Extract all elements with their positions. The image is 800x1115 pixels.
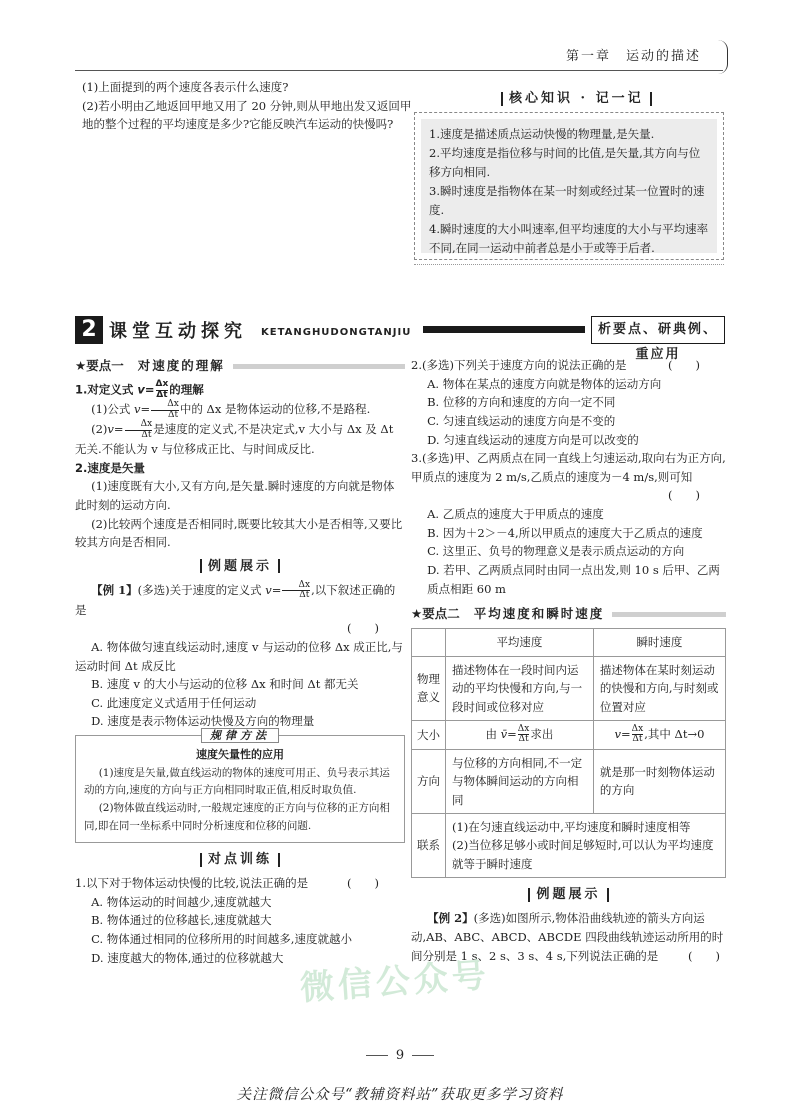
vector-point-2: (2)比较两个速度是否相同时,既要比较其大小是否相等,又要比较其方向是否相同. [75,516,403,550]
table-header: 瞬时速度 [593,629,725,656]
example-1-option: C. 此速度定义式适用于任何运动 [91,695,257,710]
row-header: 大小 [412,720,446,749]
example-1-stem: 【例 1】(多选)关于速度的定义式 v= $\frac{\Delta x}{\Delta t}$ ,以下叙述正确的是 [75,579,396,617]
knowledge-item: 4.瞬时速度的大小叫速率,但平均速度的大小与平均速率不同,在同一运动中前者总是小于或等于后者. [429,222,709,256]
table-row [412,749,726,813]
example-1-option: B. 速度 v 的大小与运动的位移 Δx 和时间 Δt 都无关 [91,677,359,692]
row-header: 方向 [412,749,446,813]
table-cell: 由 v̄= $\frac{\Delta x}{\Delta t}$ 求出 [446,720,594,749]
core-knowledge-title: 核心知识 · 记一记 [495,88,658,109]
definition-point-2: (2)v= $\frac{\Delta x}{\Delta t}$ 是速度的定义式,不是决定式,v 大小与 Δx 及 Δt 无关.不能认为 v 与位移成正比、与时间成反比. [75,419,394,456]
practice-q3-stem: 3.(多选)甲、乙两质点在同一直线上匀速运动,取向右为正方向,甲质点的速度为 2 m/s,乙质点的速度为－4 m/s,则可知 [411,451,726,484]
example-2-stem: 【例 2】(多选)如图所示,物体沿曲线轨迹的箭头方向运动,AB、ABC、ABCD、ABCDE 四段曲线轨迹运动所用的时间分别是 1 s、2 s、3 s、4 s,下列说法正确的是 ( ) [411,911,724,963]
practice-q3-paren: ( ) [668,488,700,503]
knowledge-item: 2.平均速度是指位移与时间的比值,是矢量,其方向与位移方向相同. [429,146,701,180]
table-row [412,629,726,656]
page-number: 9 [0,1045,800,1066]
row-header: 联系 [412,814,446,878]
practice-q3-option: D. 若甲、乙两质点同时由同一点出发,则 10 s 后甲、乙两质点相距 60 m [427,562,720,596]
example-display-heading: 例题展示 [75,556,405,577]
section-tagline: 析要点、研典例、重应用 [591,316,725,344]
table-cell: 与位移的方向相同,不一定与物体瞬间运动的方向相同 [446,749,594,813]
key-point-tag: ★要点二 [411,606,460,622]
practice-q1-option: B. 物体通过的位移越长,速度就越大 [91,913,272,928]
dotted-divider [414,264,724,265]
core-knowledge-box [414,112,724,260]
key-point-tag: ★要点一 [75,358,124,373]
key-point-1-heading [75,356,405,376]
question-1: (1)上面提到的两个速度各表示什么速度? [82,80,289,94]
table-row [412,720,726,749]
practice-q1-option: A. 物体运动的时间越少,速度就越大 [91,894,272,909]
table-cell: 描述物体在某时刻运动的快慢和方向,与时刻或位置对应 [593,656,725,720]
example-1-option: D. 速度是表示物体运动快慢及方向的物理量 [91,714,315,729]
table-corner [412,629,446,656]
practice-q1-option: D. 速度越大的物体,通过的位移就越大 [91,950,284,965]
header-rule [75,70,723,71]
practice-heading: 对点训练 [75,849,405,870]
practice-q2-option: D. 匀速直线运动的速度方向是可以改变的 [427,432,639,447]
knowledge-item: 1.速度是描述质点运动快慢的物理量,是矢量. [429,127,655,141]
subheading-definition: 1.对定义式 v= $\frac{\Delta x}{\Delta t}$ 的理解 [75,379,204,400]
relation-line: (2)当位移足够小或时间足够短时,可以认为平均速度就等于瞬时速度 [452,838,714,871]
practice-q2-option: C. 匀速直线运动的速度方向是不变的 [427,413,616,428]
definition-point-1: (1)公式 v= $\frac{\Delta x}{\Delta t}$ 中的 Δx 是物体运动的位移,不是路程. [91,399,371,420]
heading-rule [233,364,405,369]
relation-line: (1)在匀速直线运动中,平均速度和瞬时速度相等 [452,820,691,835]
table-row [412,656,726,720]
table-cell [446,814,726,878]
table-cell: 描述物体在一段时间内运动的平均快慢和方向,与一段时间或位移对应 [446,656,594,720]
table-row [412,814,726,878]
heading-rule [612,612,726,617]
left-column [75,356,405,967]
key-point-title: 平均速度和瞬时速度 [473,606,605,622]
method-point: (2)物体做直线运动时,一般规定速度的正方向与位移的正方向相同,即在同一坐标系中同时分析速度和位移的问题. [84,802,390,833]
practice-q3-option: C. 这里正、负号的物理意义是表示质点运动的方向 [427,544,685,559]
section-number: 2 [75,316,103,344]
banner-bar [423,326,585,333]
example-1-option: A. 物体做匀速直线运动时,速度 v 与运动的位移 Δx 成正比,与运动时间 Δt 成反比 [75,639,403,673]
practice-q2-stem: 2.(多选)下列关于速度方向的说法正确的是 ( ) [411,358,700,372]
practice-q3-option: A. 乙质点的速度大于甲质点的速度 [427,507,604,521]
practice-q2-option: A. 物体在某点的速度方向就是物体的运动方向 [427,376,662,391]
watermark: 微信公众号 [298,955,492,1009]
key-point-2-heading [411,604,726,624]
question-2: (2)若小明由乙地返回甲地又用了 20 分钟,则从甲地出发又返回甲地的整个过程的平均速度是多少?它能反映汽车运动的快慢吗? [82,98,412,132]
right-column [411,356,726,965]
practice-q1-option: C. 物体通过相同的位移所用的时间越多,速度就越小 [91,931,352,946]
method-title: 速度矢量性的应用 [196,747,284,761]
vector-point-1: (1)速度既有大小,又有方向,是矢量.瞬时速度的方向就是物体此时刻的运动方向. [75,479,395,512]
method-box [75,729,405,843]
method-point: (1)速度是矢量,做直线运动的物体的速度可用正、负号表示其运动的方向,速度的方向与正方向相同时取正值,相反时取负值. [84,766,390,797]
practice-q2-option: B. 位移的方向和速度的方向一定不同 [427,395,616,410]
table-header: 平均速度 [446,629,594,656]
chapter-header: 第一章 运动的描述 [566,49,702,64]
example-1-paren: ( ) [347,621,379,636]
example-display-heading-2: 例题展示 [411,884,726,905]
method-tag: 规律方法 [84,727,396,746]
table-cell: 就是那一时刻物体运动的方向 [593,749,725,813]
knowledge-item: 3.瞬时速度是指物体在某一时刻或经过某一位置时的速度. [429,184,705,218]
section-banner [75,316,725,362]
section-title: 课堂互动探究 [109,321,247,342]
top-left-questions [82,78,412,134]
subheading-vector: 2.速度是矢量 [75,460,145,475]
practice-q1-stem: 1.以下对于物体运动快慢的比较,说法正确的是 ( ) [75,876,379,891]
row-header: 物理意义 [412,656,446,720]
comparison-table [411,628,726,878]
table-cell: v= $\frac{\Delta x}{\Delta t}$ ,其中 Δt→0 [593,720,725,749]
key-point-title: 对速度的理解 [137,358,225,373]
chapter-bracket [718,40,728,74]
footer-notice: 关注微信公众号“教辅资料站”获取更多学习资料 [236,1087,564,1103]
section-pinyin: KETANGHUDONGTANJIU [261,327,412,338]
practice-q3-option: B. 因为＋2＞－4,所以甲质点的速度大于乙质点的速度 [427,525,703,540]
